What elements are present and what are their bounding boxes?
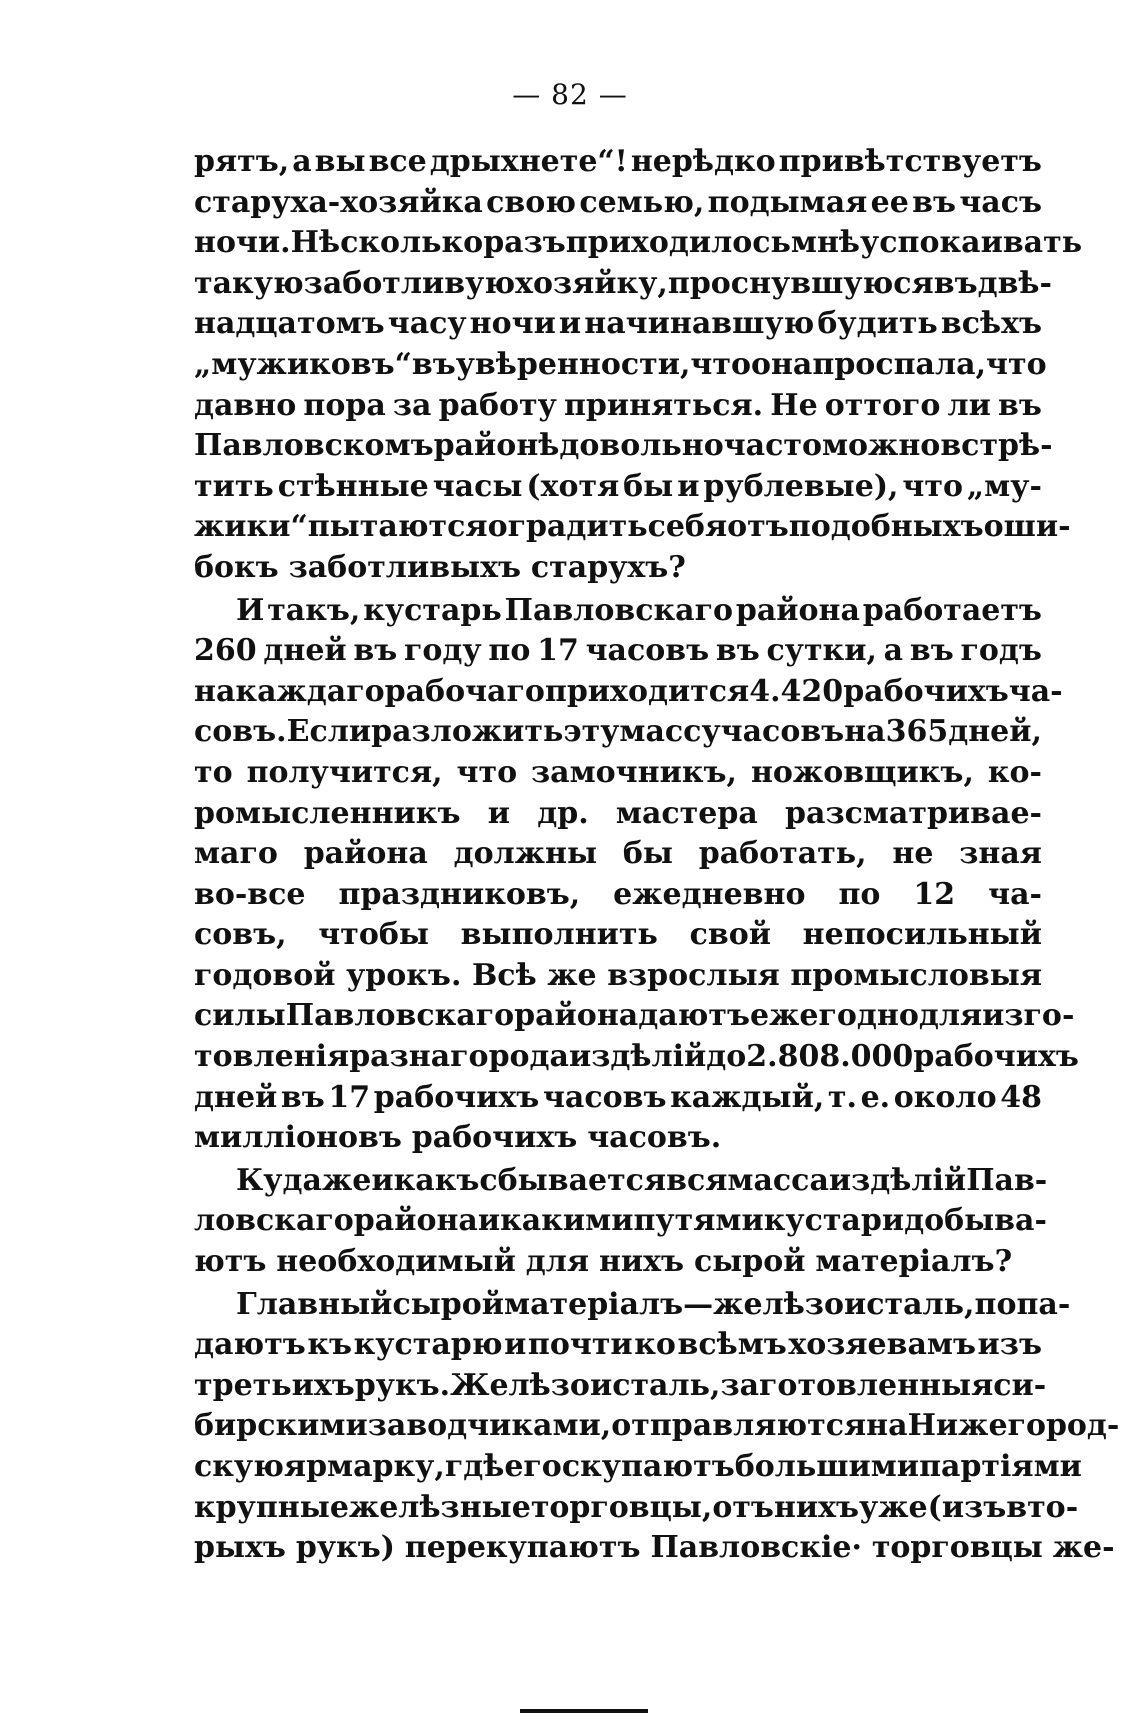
- text-line: [194, 304, 1042, 345]
- page-number: — 82 —: [512, 78, 628, 111]
- word: пытаются: [307, 509, 488, 545]
- word: желѣзные: [348, 1489, 531, 1525]
- word: что: [456, 754, 518, 790]
- word: что: [986, 346, 1047, 382]
- word: Павловскіе·: [650, 1530, 862, 1566]
- word: заводчиками,: [367, 1408, 612, 1444]
- word: милліоновъ: [194, 1120, 402, 1156]
- word: на: [844, 714, 886, 750]
- word: бирскими: [194, 1408, 368, 1444]
- text-line: [194, 1447, 1082, 1488]
- word: разсматривае-: [785, 795, 1042, 831]
- text-line: [194, 1325, 1042, 1366]
- text-line: [194, 1118, 1042, 1159]
- text-line: [194, 1488, 1079, 1529]
- text-line: [194, 875, 1042, 916]
- text-line: [194, 794, 1042, 835]
- word: рукъ.: [354, 1367, 451, 1403]
- word: заботливыхъ: [288, 549, 522, 585]
- word: семью,: [579, 184, 705, 220]
- word: Если: [286, 714, 372, 750]
- text-line: [194, 834, 1042, 875]
- word: каждаго: [235, 673, 385, 709]
- word: 260: [194, 633, 257, 669]
- word: и: [487, 795, 510, 831]
- text-line: [194, 1201, 1047, 1242]
- word: зная: [959, 836, 1042, 872]
- word: и: [589, 1367, 613, 1403]
- word: хозяйку,: [515, 265, 668, 301]
- word: торговцы: [871, 1530, 1043, 1566]
- word: а: [883, 633, 904, 669]
- word: на: [866, 1408, 908, 1444]
- text-line: [194, 631, 1042, 672]
- word: ярмарку,: [283, 1449, 445, 1484]
- word: давно: [194, 387, 297, 423]
- word: Павловскаго: [285, 998, 515, 1034]
- word: вся: [666, 1162, 728, 1198]
- word: пора: [303, 387, 386, 423]
- word: ча-: [988, 876, 1042, 912]
- word: рятъ,: [194, 144, 290, 179]
- text-line: [194, 1037, 1079, 1078]
- word: нерѣдко: [630, 144, 776, 179]
- bottom-rule: [520, 1709, 648, 1713]
- word: встрѣ-: [940, 428, 1053, 464]
- word: получится,: [246, 754, 443, 790]
- word: е.: [860, 1079, 891, 1115]
- word: годовой: [194, 957, 336, 993]
- word: И: [236, 592, 265, 628]
- word: промысловыя: [790, 957, 1042, 993]
- word: во-все: [194, 876, 306, 912]
- word: отправляются: [611, 1408, 867, 1444]
- word: разложить: [371, 714, 564, 750]
- word: на: [194, 673, 236, 709]
- word: къ: [307, 1327, 353, 1363]
- text-line: [194, 1242, 1042, 1283]
- text-line: [194, 183, 1042, 224]
- word: довольно: [559, 428, 724, 464]
- word: можно: [821, 428, 941, 464]
- word: годъ: [960, 633, 1042, 669]
- word: стѣнные: [277, 468, 429, 504]
- text-line: [194, 1366, 1047, 1407]
- text-line: [194, 142, 1042, 183]
- word: дней,: [948, 714, 1042, 750]
- word: рабочихъ: [843, 673, 1009, 709]
- word: попа-: [974, 1286, 1071, 1322]
- text-line: [194, 426, 1053, 467]
- word: торговцы,: [530, 1489, 713, 1525]
- word: Нижегород-: [907, 1408, 1120, 1444]
- word: почти: [527, 1327, 633, 1363]
- word: и: [843, 1286, 867, 1322]
- word: часто: [723, 428, 822, 464]
- word: рыхъ: [194, 1530, 286, 1566]
- text-line: [194, 1161, 1048, 1202]
- word: 2.808.000: [746, 1039, 914, 1075]
- word: старухъ?: [530, 549, 686, 585]
- paragraph: [194, 142, 1083, 591]
- word: рабочихъ: [411, 1120, 578, 1156]
- word: вы: [314, 144, 366, 179]
- word: около: [893, 1079, 997, 1115]
- word: ко-: [987, 754, 1042, 790]
- word: работаетъ: [862, 592, 1042, 628]
- text-line: [194, 467, 1042, 508]
- word: 17: [537, 633, 579, 669]
- word: свой: [689, 917, 771, 953]
- word: праздниковъ,: [338, 876, 581, 912]
- word: района: [303, 836, 428, 872]
- word: подымая: [707, 184, 868, 220]
- word: необходимый: [276, 1244, 516, 1280]
- word: же-: [1052, 1530, 1115, 1566]
- word: свою: [486, 184, 577, 220]
- word: отъ: [712, 1489, 774, 1525]
- word: увѣренности,: [455, 346, 691, 382]
- word: изъ: [977, 1327, 1042, 1363]
- word: силы: [194, 998, 286, 1034]
- word: въ: [353, 633, 398, 669]
- word: 12: [913, 876, 956, 912]
- word: въ: [909, 633, 954, 669]
- word: района: [514, 998, 639, 1034]
- word: себя: [647, 509, 728, 545]
- word: ножовщикъ,: [750, 754, 974, 790]
- text-line: [194, 915, 1042, 956]
- word: въ: [933, 265, 978, 301]
- word: до: [706, 1039, 747, 1075]
- word: начинавшую: [584, 306, 815, 342]
- word: оттого: [824, 387, 941, 423]
- word: непосильный: [802, 917, 1042, 953]
- word: подобныхъ: [788, 509, 984, 545]
- word: рода: [488, 1039, 569, 1075]
- word: района: [353, 1203, 478, 1239]
- word: ежегодно: [750, 998, 919, 1034]
- word: большими: [734, 1449, 920, 1484]
- word: бы: [623, 468, 674, 504]
- word: замочникъ,: [531, 754, 737, 790]
- text-line: [194, 1285, 1071, 1326]
- word: проснувшуюся: [667, 265, 934, 301]
- word: дрыхнете“!: [429, 144, 628, 179]
- word: „мужиковъ“: [194, 346, 412, 382]
- word: издѣлій: [568, 1039, 707, 1075]
- word: Куда: [236, 1162, 322, 1198]
- word: часу: [387, 306, 467, 342]
- word: сырой: [693, 1244, 806, 1280]
- word: какими: [500, 1203, 634, 1239]
- word: (хотя: [526, 468, 620, 504]
- word: то: [194, 754, 233, 790]
- word: матеріалъ?: [815, 1244, 1013, 1280]
- word: каждый,: [670, 1079, 825, 1115]
- word: Павловскаго: [504, 592, 733, 628]
- word: др.: [537, 795, 589, 831]
- word: за: [392, 387, 432, 423]
- word: часы: [432, 468, 523, 504]
- word: урокъ.: [346, 957, 462, 993]
- word: оши-: [983, 509, 1071, 545]
- word: успокаивать: [860, 225, 1083, 261]
- word: привѣтствуетъ: [778, 144, 1042, 179]
- word: ночи.: [194, 225, 291, 261]
- word: же: [547, 957, 597, 993]
- text-line: [194, 345, 1047, 386]
- word: надцатомъ: [194, 306, 385, 342]
- word: (изъ: [927, 1489, 1007, 1525]
- text-line: [194, 712, 1042, 753]
- word: хозяевамъ: [788, 1327, 976, 1363]
- word: разнаго: [349, 1039, 489, 1075]
- word: сбывается: [479, 1162, 667, 1198]
- word: путями: [633, 1203, 764, 1239]
- word: что: [902, 468, 963, 504]
- word: бокъ: [194, 549, 279, 585]
- word: приняться.: [563, 387, 764, 423]
- word: ромысленникъ: [194, 795, 461, 831]
- word: выполнить: [460, 917, 658, 953]
- word: третьихъ: [194, 1367, 355, 1403]
- word: скую: [194, 1449, 284, 1484]
- word: Нѣсколько: [290, 225, 484, 261]
- word: а: [292, 144, 312, 179]
- word: даютъ: [638, 998, 751, 1034]
- word: взрослыя: [607, 957, 780, 993]
- word: что: [690, 346, 751, 382]
- word: массу: [619, 714, 721, 750]
- word: крупные: [194, 1489, 349, 1525]
- word: рабочихъ: [913, 1039, 1079, 1075]
- word: сталь,: [866, 1286, 975, 1322]
- text-line: [194, 956, 1042, 997]
- word: района: [735, 592, 860, 628]
- word: дней: [194, 1079, 278, 1115]
- word: часовъ.: [587, 1120, 722, 1156]
- word: ловскаго: [194, 1203, 354, 1239]
- word: по: [838, 876, 881, 912]
- word: приходится: [544, 673, 750, 709]
- word: гдѣ: [444, 1449, 505, 1484]
- word: кустарю: [353, 1327, 503, 1363]
- text-line: [194, 672, 1063, 713]
- word: нихъ: [773, 1489, 860, 1525]
- text-line: [194, 264, 1052, 305]
- word: по: [488, 633, 531, 669]
- text-line: [194, 1406, 1120, 1447]
- word: она: [750, 346, 813, 382]
- word: приходилось: [565, 225, 791, 261]
- word: часовъ: [585, 633, 710, 669]
- word: мнѣ: [790, 225, 861, 261]
- word: и: [371, 1162, 394, 1198]
- text-line: [194, 996, 1075, 1037]
- word: кустари: [763, 1203, 905, 1239]
- text-line: [194, 223, 1083, 264]
- word: въ: [912, 184, 956, 220]
- text-line: [194, 1528, 1115, 1569]
- word: маго: [194, 836, 278, 872]
- paragraph: [194, 1285, 1120, 1571]
- word: кустарь: [363, 592, 502, 628]
- word: ча-: [1008, 673, 1063, 709]
- word: скупаютъ: [561, 1449, 735, 1484]
- word: ночи: [469, 306, 556, 342]
- word: 365: [885, 714, 949, 750]
- text-line: [194, 753, 1042, 794]
- word: издѣлій: [828, 1162, 967, 1198]
- word: рублевые),: [703, 468, 899, 504]
- word: часъ: [959, 184, 1042, 220]
- paragraph-gap: [194, 1569, 1042, 1571]
- word: 4.420: [749, 673, 844, 709]
- word: 17: [328, 1079, 371, 1115]
- word: старуха-хозяйка: [194, 184, 483, 220]
- word: въ: [411, 346, 456, 382]
- word: жики“: [194, 509, 308, 545]
- word: Всѣ: [471, 957, 537, 993]
- word: мастера: [615, 795, 758, 831]
- word: нихъ: [598, 1244, 685, 1280]
- word: всѣмъ: [677, 1327, 787, 1363]
- word: для: [525, 1244, 590, 1280]
- word: работать,: [698, 836, 867, 872]
- word: двѣ-: [977, 265, 1052, 301]
- word: отъ: [727, 509, 789, 545]
- word: даютъ: [194, 1327, 306, 1363]
- word: эту: [563, 714, 620, 750]
- text-line: [194, 591, 1042, 632]
- word: сталь,: [612, 1367, 721, 1403]
- word: 48: [1000, 1079, 1042, 1115]
- paragraph: [194, 591, 1079, 1161]
- word: и: [677, 468, 700, 504]
- word: заботливую: [303, 265, 516, 301]
- word: проспала,: [812, 346, 987, 382]
- word: ко: [634, 1327, 676, 1363]
- word: товленія: [194, 1039, 350, 1075]
- word: Желѣзо: [450, 1367, 590, 1403]
- word: въ: [280, 1079, 325, 1115]
- text-line: [194, 548, 1042, 589]
- text-line: [194, 386, 1042, 427]
- word: „му-: [966, 468, 1042, 504]
- word: для: [918, 998, 983, 1034]
- word: чтобы: [318, 917, 429, 953]
- word: его: [504, 1449, 562, 1484]
- word: т.: [827, 1079, 857, 1115]
- word: рабочихъ: [373, 1079, 540, 1115]
- word: добыва-: [904, 1203, 1047, 1239]
- word: какъ: [393, 1162, 480, 1198]
- word: масса: [727, 1162, 829, 1198]
- word: Пав-: [966, 1162, 1048, 1198]
- word: ли: [947, 387, 991, 423]
- word: въ: [998, 387, 1042, 423]
- word: Не: [770, 387, 818, 423]
- word: изго-: [982, 998, 1075, 1034]
- body-text: [194, 142, 1120, 1571]
- word: Главный: [236, 1286, 393, 1322]
- word: и: [477, 1203, 501, 1239]
- word: такъ,: [267, 592, 361, 628]
- word: рабочаго: [384, 673, 545, 709]
- word: бы: [622, 836, 673, 872]
- word: въ: [715, 633, 760, 669]
- word: не: [892, 836, 934, 872]
- word: тить: [194, 468, 274, 504]
- text-line: [194, 507, 1071, 548]
- word: совъ.: [194, 714, 287, 750]
- paragraph: [194, 1161, 1048, 1285]
- word: должны: [453, 836, 598, 872]
- word: перекупаютъ: [404, 1530, 641, 1566]
- word: часовъ: [542, 1079, 667, 1115]
- word: такую: [194, 265, 304, 301]
- text-line: [194, 1078, 1042, 1119]
- word: ее: [870, 184, 909, 220]
- word: вто-: [1006, 1489, 1079, 1525]
- word: си-: [993, 1367, 1047, 1403]
- word: часовъ: [720, 714, 845, 750]
- word: рукъ): [295, 1530, 395, 1566]
- word: все: [368, 144, 427, 179]
- word: будить: [817, 306, 938, 342]
- word: Павловскомъ: [194, 428, 434, 464]
- word: дней: [263, 633, 347, 669]
- word: же: [321, 1162, 372, 1198]
- word: районѣ: [433, 428, 560, 464]
- word: сутки,: [766, 633, 877, 669]
- word: работу: [438, 387, 557, 423]
- word: разъ: [483, 225, 566, 261]
- word: ютъ: [194, 1244, 267, 1280]
- word: ежедневно: [613, 876, 806, 912]
- word: матеріалъ—желѣзо: [504, 1286, 844, 1322]
- word: и: [558, 306, 582, 342]
- word: оградить: [487, 509, 648, 545]
- word: и: [504, 1327, 527, 1363]
- word: всѣхъ: [940, 306, 1042, 342]
- word: партіями: [919, 1449, 1082, 1484]
- word: сырой: [392, 1286, 505, 1322]
- word: уже: [859, 1489, 928, 1525]
- word: совъ,: [194, 917, 287, 953]
- word: году: [404, 633, 482, 669]
- word: заготовленныя: [720, 1367, 994, 1403]
